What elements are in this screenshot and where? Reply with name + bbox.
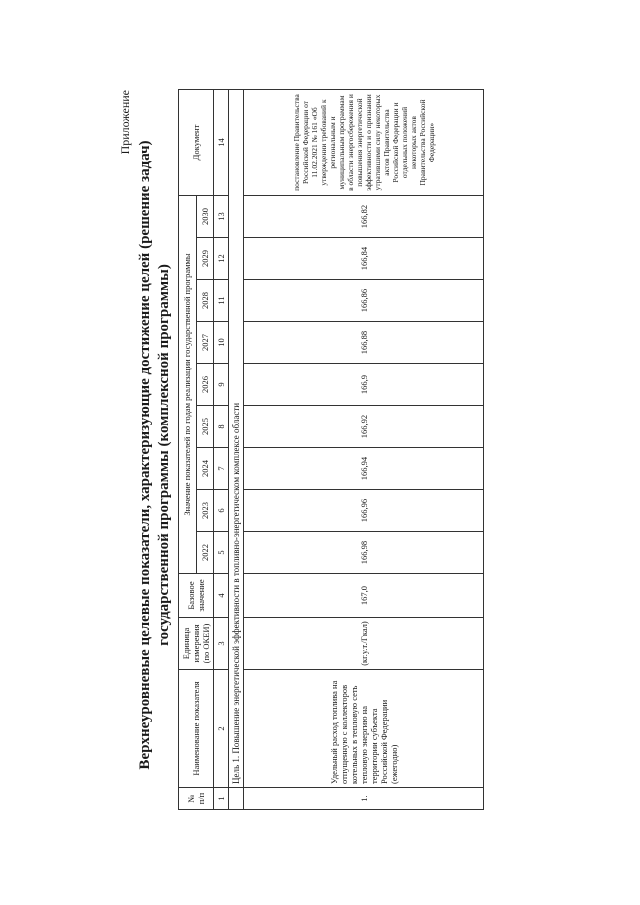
- col-number: 8: [214, 406, 229, 448]
- year-value: 166,88: [244, 322, 484, 364]
- page-title: [136, 100, 174, 810]
- header-year: 2027: [196, 322, 214, 364]
- header-year: 2025: [196, 406, 214, 448]
- header-document: Документ: [179, 90, 214, 196]
- year-value: 166,82: [244, 196, 484, 238]
- header-year: 2030: [196, 196, 214, 238]
- col-number: 12: [214, 238, 229, 280]
- col-number: 1: [214, 788, 229, 810]
- header-year: 2023: [196, 490, 214, 532]
- year-value: 166,96: [244, 490, 484, 532]
- header-values-group: Значение показателей по годам реализации государственной программы: [179, 196, 197, 574]
- col-number: 9: [214, 364, 229, 406]
- year-value: 166,98: [244, 532, 484, 574]
- header-year: 2028: [196, 280, 214, 322]
- indicator-name: Удельный расход топлива на отпущенную с коллекторов котельных в тепловую сеть тепловую энергию на территории субъекта Российской Федерации (ежегодно): [244, 670, 484, 788]
- year-value: 166,86: [244, 280, 484, 322]
- header-name: Наименование показателя: [179, 670, 214, 788]
- indicator-document: постановление Правительства Российской Федерации от 11.02.2021 № 161 «Об утверждении требований к региональным и муниципальным программам в области энергосбережения и повышения энергетической эффективности и о признании утратившими силу некоторых актов Правительства Российской Федерации и отдельных положений некоторых актов Правительства Российской Федерации»: [244, 90, 484, 196]
- table-row: [244, 90, 484, 810]
- appendix-label: Приложение: [118, 90, 132, 155]
- col-number: 6: [214, 490, 229, 532]
- header-unit: Единица измерения (по ОКЕИ): [179, 618, 214, 670]
- column-number-row: [214, 90, 229, 810]
- header-base: Базовое значение: [179, 574, 214, 618]
- row-num: 1.: [244, 788, 484, 810]
- header-year: 2026: [196, 364, 214, 406]
- header-num: № п/п: [179, 788, 214, 810]
- rotated-sheet: [110, 60, 530, 850]
- header-year: 2022: [196, 532, 214, 574]
- indicator-unit: (кг.у.т./Гкал): [244, 618, 484, 670]
- col-number: 14: [214, 90, 229, 196]
- header-row-1: [179, 90, 197, 810]
- col-number: 7: [214, 448, 229, 490]
- col-number: 13: [214, 196, 229, 238]
- goal-text: Цель 1. Повышение энергетической эффективности в топливно-энергетическом комплексе области: [229, 90, 244, 788]
- col-number: 10: [214, 322, 229, 364]
- col-number: 4: [214, 574, 229, 618]
- col-number: 5: [214, 532, 229, 574]
- year-value: 166,9: [244, 364, 484, 406]
- goal-row: [229, 90, 244, 810]
- year-value: 166,92: [244, 406, 484, 448]
- title-line-2: государственной программы (комплексной программы): [156, 264, 172, 646]
- title-line-1: Верхнеуровневые целевые показатели, характеризующие достижение целей (решение задач): [137, 140, 153, 770]
- year-value: 166,84: [244, 238, 484, 280]
- header-year: 2029: [196, 238, 214, 280]
- year-value: 166,94: [244, 448, 484, 490]
- indicators-table: [178, 89, 484, 810]
- header-year: 2024: [196, 448, 214, 490]
- indicator-base: 167,0: [244, 574, 484, 618]
- col-number: 2: [214, 670, 229, 788]
- col-number: 3: [214, 618, 229, 670]
- col-number: 11: [214, 280, 229, 322]
